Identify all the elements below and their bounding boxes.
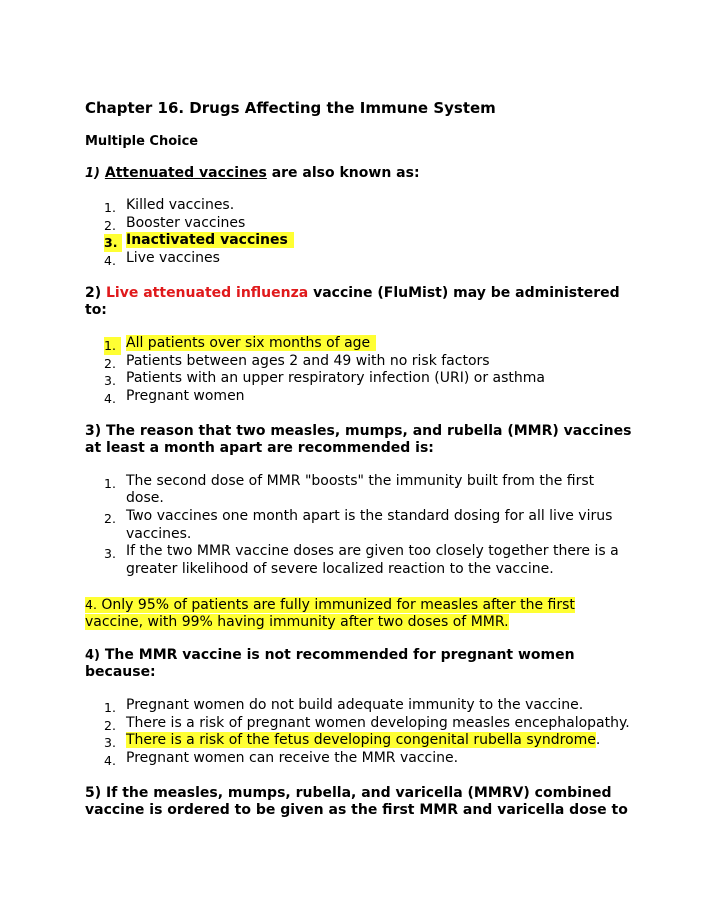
question-text: vaccine (FluMist) may be administered to: <box>85 284 620 318</box>
choice-suffix: . <box>595 732 601 749</box>
choice-item <box>85 543 636 578</box>
choice-item <box>85 353 636 371</box>
choice-text: The second dose of MMR "boosts" the immunity built from the first dose. <box>126 472 595 507</box>
choice-number: 4. <box>104 253 116 269</box>
choice-item <box>85 197 636 215</box>
question-number: 4) <box>85 647 100 663</box>
choice-list-2 <box>85 335 645 406</box>
choice-text-highlighted: Inactivated vaccines <box>126 232 294 248</box>
choice-number: 3. <box>104 546 116 562</box>
choice-text: Live vaccines <box>126 250 220 267</box>
question-5: 5) If the measles, mumps, rubella, and varicella (MMRV) combined vaccine is ordered to be given as the first MMR and varicella dose to <box>85 784 628 818</box>
choice-item-correct <box>85 732 636 750</box>
choice-number: 3. <box>104 373 116 389</box>
choice-number: 2. <box>104 355 116 371</box>
choice-item <box>85 388 636 406</box>
choice-number: 4. <box>85 596 97 612</box>
question-term: Attenuated vaccines <box>104 165 267 181</box>
choice-text: Patients with an upper respiratory infection (URI) or asthma <box>126 370 545 387</box>
choice-text: Two vaccines one month apart is the standard dosing for all live virus vaccines. <box>126 508 613 542</box>
choice-text: Killed vaccines. <box>126 197 235 213</box>
choice-text: Pregnant women <box>126 387 245 404</box>
choice-item <box>85 508 636 543</box>
choice-item <box>85 697 636 715</box>
choice-text-highlighted: There is a risk of the fetus developing congenital rubella syndrome <box>126 732 596 749</box>
choice-number: 4. <box>104 390 116 406</box>
section-title: Multiple Choice <box>85 134 199 149</box>
choice-number: 1. <box>104 337 121 355</box>
choice-number: 1. <box>104 699 116 715</box>
choice-item <box>85 250 636 268</box>
choice-list-1 <box>85 197 645 268</box>
choice-item <box>85 370 636 388</box>
choice-item <box>85 715 636 733</box>
choice-text-highlighted: Only 95% of patients are fully immunized for measles after the first vaccine, with 99% having immunity after two doses of MMR. <box>85 596 575 630</box>
choice-item-correct <box>85 232 636 250</box>
chapter-title: Chapter 16. Drugs Affecting the Immune System <box>85 99 496 117</box>
question-4 <box>85 647 645 681</box>
choice-number: 2. <box>104 717 116 733</box>
choice-number: 1. <box>104 200 116 215</box>
choice-text: Patients between ages 2 and 49 with no risk factors <box>126 352 490 369</box>
document-page <box>85 98 645 819</box>
question-1 <box>85 165 645 182</box>
choice-item <box>85 750 636 768</box>
choice-number: 2. <box>104 511 116 527</box>
question-text: are also known as: <box>266 165 420 181</box>
choice-text: There is a risk of pregnant women developing measles encephalopathy. <box>126 714 630 731</box>
question-3: 3) The reason that two measles, mumps, and rubella (MMR) vaccines at least a month apart are recommended is: <box>85 422 632 456</box>
choice-text: Pregnant women can receive the MMR vaccine. <box>126 749 459 766</box>
choice-number: 1. <box>104 475 116 491</box>
question-number: 1) <box>85 166 100 181</box>
choice-text: If the two MMR vaccine doses are given too closely together there is a greater likelihood of severe localized reaction to the vaccine. <box>126 543 619 578</box>
choice-item <box>85 215 636 233</box>
choice-item <box>85 473 636 508</box>
choice-text-highlighted: All patients over six months of age <box>126 335 376 351</box>
question-number: 2) <box>85 284 102 301</box>
choice-item-correct <box>85 596 595 631</box>
choice-list-3 <box>85 473 645 579</box>
choice-number: 2. <box>104 217 116 233</box>
choice-text: Pregnant women do not build adequate immunity to the vaccine. <box>126 696 584 713</box>
question-term: Live attenuated influenza <box>106 284 309 301</box>
question-2 <box>85 285 645 319</box>
choice-list-4 <box>85 697 645 768</box>
choice-number: 4. <box>104 752 116 768</box>
choice-number: 3. <box>104 735 116 751</box>
choice-number: 3. <box>104 234 122 252</box>
choice-item-correct <box>85 335 636 353</box>
question-text: The MMR vaccine is not recommended for pregnant women because: <box>85 646 575 680</box>
choice-text: Booster vaccines <box>126 214 246 231</box>
